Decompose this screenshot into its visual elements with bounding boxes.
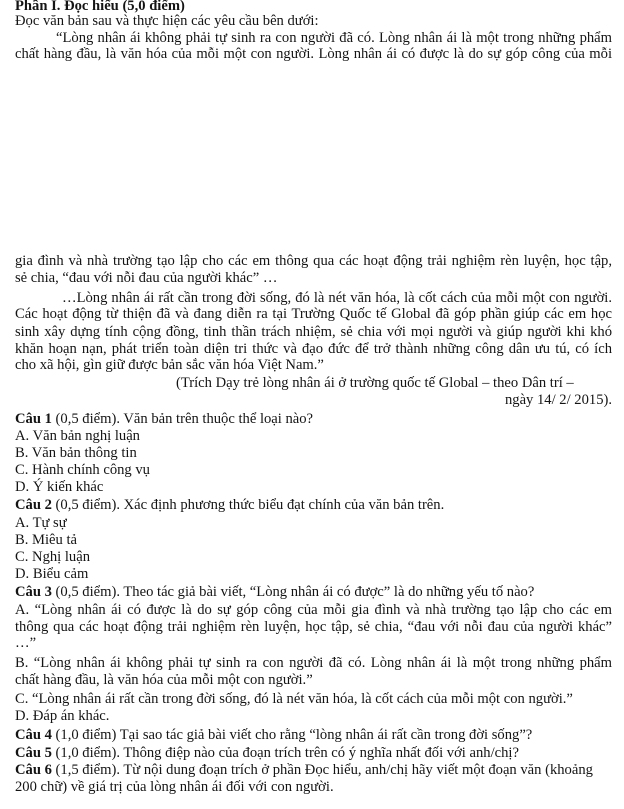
- question-4-label: Câu 4: [15, 727, 52, 743]
- question-1-option-c: C. Hành chính công vụ: [15, 462, 150, 478]
- question-3-option-b-line2: chất hàng đầu, là văn hóa của mỗi một con người.”: [15, 672, 313, 688]
- question-4-text: (1,0 điểm) Tại sao tác giả bài viết cho rằng “lòng nhân ái rất cần trong đời sống”?: [51, 727, 533, 743]
- question-6-text: (1,5 điểm). Từ nội dung đoạn trích ở phần Đọc hiểu, anh/chị hãy viết một đoạn văn (khoảng: [51, 762, 593, 778]
- question-5-label: Câu 5: [15, 745, 52, 761]
- passage-para2-line1: …Lòng nhân ái rất cần trong đời sống, đó là nét văn hóa, là cốt cách của mỗi một con người.: [62, 290, 612, 306]
- question-2-text: (0,5 điểm). Xác định phương thức biểu đạt chính của văn bản trên.: [51, 497, 445, 513]
- question-3-label: Câu 3: [15, 584, 52, 600]
- passage-para2-line4: khăn hoạn nạn, phát triển toàn diện tri thức và đạo đức để trở thành những công dân ưu tú, có ích: [15, 341, 612, 357]
- question-1-option-a: A. Văn bản nghị luận: [15, 428, 140, 444]
- question-4: [15, 727, 532, 744]
- question-2-option-c: C. Nghị luận: [15, 549, 90, 565]
- question-1-option-d: D. Ý kiến khác: [15, 479, 104, 495]
- instruction-text: Đọc văn bản sau và thực hiện các yêu cầu bên dưới:: [15, 13, 319, 29]
- question-5: [15, 745, 519, 762]
- question-3-option-a-line2: thông qua các hoạt động trải nghiệm rèn luyện, học tập, sẻ chia, “đau với nỗi đau của người khác”: [15, 619, 612, 635]
- passage-para1-line4: sẻ chia, “đau với nỗi đau của người khác” …: [15, 270, 278, 286]
- question-3-option-a-line3: …”: [15, 635, 37, 651]
- question-3-text: (0,5 điểm). Theo tác giả bài viết, “Lòng nhân ái có được” là do những yếu tố nào?: [51, 584, 535, 600]
- passage-para1-line3: gia đình và nhà trường tạo lập cho các em thông qua các hoạt động trải nghiệm rèn luyện, học tập,: [15, 253, 612, 269]
- passage-para2-line5: cho xã hội, gìn giữ được bản sắc văn hóa Việt Nam.”: [15, 357, 324, 373]
- question-3-option-d: D. Đáp án khác.: [15, 708, 110, 724]
- question-2-option-a: A. Tự sự: [15, 515, 67, 531]
- question-1-text: (0,5 điểm). Văn bản trên thuộc thể loại nào?: [51, 411, 314, 427]
- question-1: [15, 411, 313, 428]
- question-2: [15, 497, 444, 514]
- question-2-option-d: D. Biểu cảm: [15, 566, 89, 582]
- question-5-text: (1,0 điểm). Thông điệp nào của đoạn trích trên có ý nghĩa nhất đối với anh/chị?: [51, 745, 519, 761]
- passage-para1-line1: “Lòng nhân ái không phải tự sinh ra con người đã có. Lòng nhân ái là một trong những phẩm: [56, 30, 612, 46]
- question-2-option-b: B. Miêu tả: [15, 532, 78, 548]
- passage-para1-line2: chất hàng đầu, là văn hóa của mỗi một con người. Lòng nhân ái có được là do sự góp công của mỗi: [15, 46, 612, 62]
- passage-para2-line3: sinh xây dựng tính cộng đồng, tinh thần trách nhiệm, sẻ chia với mọi người và giúp người khi khó: [15, 324, 612, 340]
- question-3-option-c: C. “Lòng nhân ái rất cần trong đời sống, đó là nét văn hóa, là cốt cách của mỗi một con người.”: [15, 691, 573, 707]
- section-heading: Phần I. Đọc hiểu (5,0 điểm): [15, 0, 185, 14]
- question-1-option-b: B. Văn bản thông tin: [15, 445, 137, 461]
- question-3-option-b-line1: B. “Lòng nhân ái không phải tự sinh ra con người đã có. Lòng nhân ái là một trong những phẩm: [15, 655, 612, 671]
- source-citation-line2: ngày 14/ 2/ 2015).: [504, 392, 612, 408]
- passage-para2-line2: Các hoạt động từ thiện đã và đang diễn ra tại Trường Quốc tế Global đã góp phần giúp các em học: [15, 306, 612, 322]
- question-3-option-a-line1: A. “Lòng nhân ái có được là do sự góp công của mỗi gia đình và nhà trường tạo lập cho các em: [15, 602, 612, 618]
- question-1-label: Câu 1: [15, 411, 52, 427]
- question-2-label: Câu 2: [15, 497, 52, 513]
- source-citation-line1: (Trích Dạy trẻ lòng nhân ái ở trường quốc tế Global – theo Dân trí –: [176, 375, 574, 391]
- question-6-label: Câu 6: [15, 762, 52, 778]
- question-3: [15, 584, 534, 601]
- question-6-line1: [15, 762, 593, 779]
- question-6-line2: 200 chữ) về giá trị của lòng nhân ái đối với con người.: [15, 779, 334, 795]
